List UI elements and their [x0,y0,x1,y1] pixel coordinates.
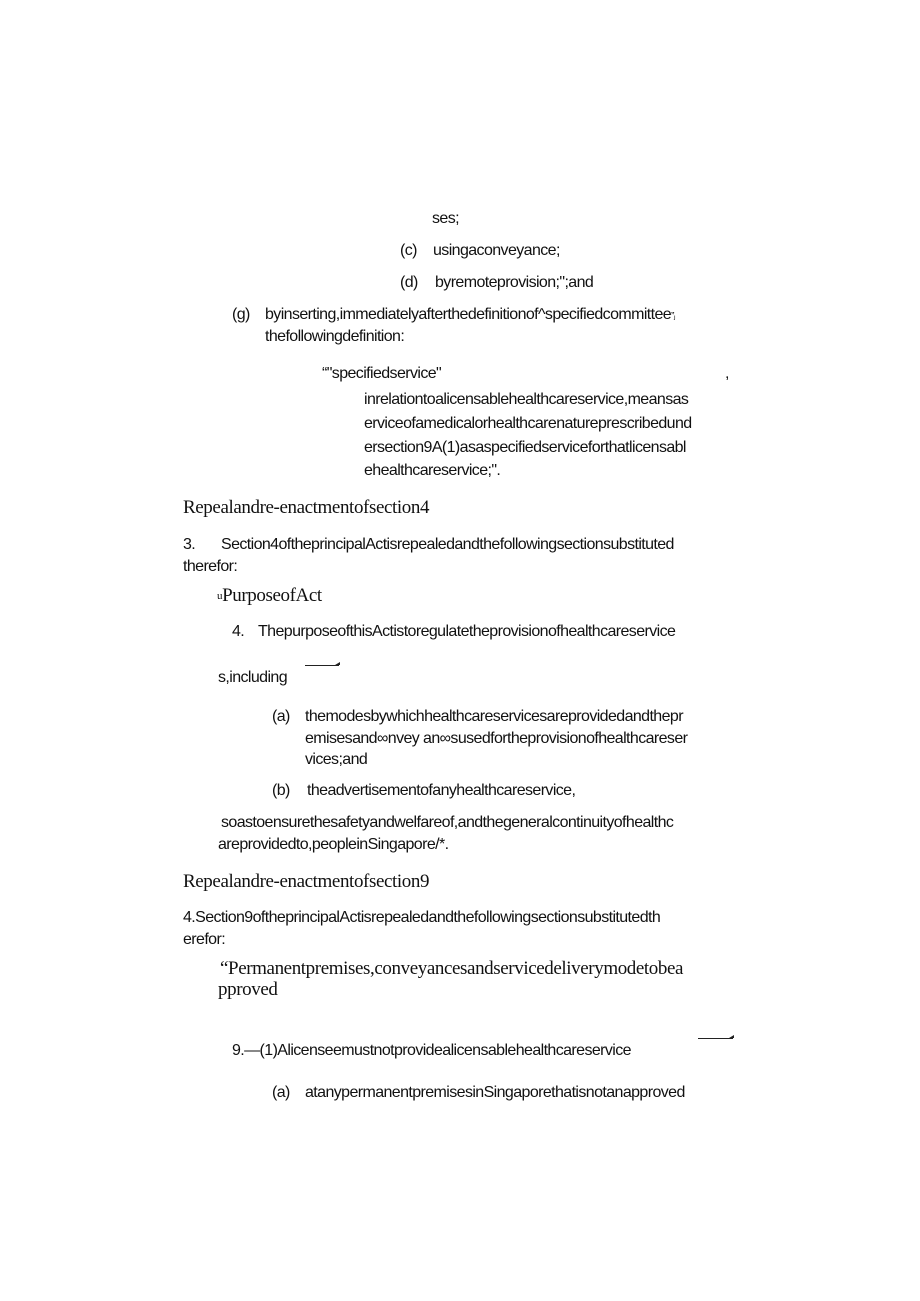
purpose-tail-line: areprovidedto,peopleinSingapore/*. [218,836,449,853]
item-text: themodesbywhichhealthcareservicesareprovidedandthepr [305,708,683,725]
purpose-heading [217,585,322,607]
list-item-c [400,240,560,262]
purpose-paragraph-line2: s,including [218,669,288,686]
definition-line: ersection9A(1)asaspecifiedserviceforthatlicensabl [364,439,686,456]
section-9-title-line2: pproved [218,979,278,1000]
section-9-paragraph: 9.—(1)Alicenseemustnotprovidealicensablehealthcareservice [232,1042,631,1059]
clause-number: 3. [183,536,196,553]
purpose-tail-line: soastoensurethesafetyandwelfareof,andthegeneralcontinuityofhealthc [221,814,674,831]
item-label: (d) [400,274,418,291]
item-text: byremoteprovision;";and [435,274,594,291]
para-number: 4. [232,623,245,640]
item-text: byinserting,immediatelyafterthedefinitionof^specifiedcommittee [265,306,672,323]
item-label: (a) [272,1084,290,1101]
section-9-item-a [272,1082,685,1104]
list-item-b [272,780,575,802]
arrow-mark-icon [305,665,339,666]
section-heading-9: Repealandre-enactmentofsection9 [183,871,430,892]
item-label: (g) [232,306,250,323]
clause-3 [183,534,674,556]
section-heading-4: Repealandre-enactmentofsection4 [183,497,430,518]
para-text: ThepurposeofthisActistoregulatetheprovisionofhealthcareservice [258,623,676,640]
clause-4-line2: erefor: [183,931,226,948]
list-item-a-line: emisesand∞nvey an∞susedfortheprovisionofhealthcareser [305,730,688,747]
definition-term: “"specifiedservice" [322,365,442,382]
item-label: (c) [400,242,417,259]
clause-text: Section4oftheprincipalActisrepealedandthefollowingsectionsubstituted [221,536,674,553]
item-label: (b) [272,782,290,799]
clause-3-line2: therefor: [183,558,238,575]
list-item-a [272,706,683,728]
item-text: atanypermanentpremisesinSingaporethatisnotanapproved [305,1084,685,1101]
arrow-mark-icon [698,1038,733,1039]
list-item-a-line: vices;and [305,751,368,768]
heading-text: PurposeofAct [222,585,322,606]
definition-line: erviceofamedicalorhealthcarenatureprescribedund [364,415,692,432]
stray-mark: u [217,590,223,602]
list-item-g [232,304,675,328]
definition-line: ehealthcareservice;". [364,462,501,479]
list-item-g-line2: thefollowingdefinition: [265,328,405,345]
stray-mark: ”ⱼ [671,311,675,322]
definition-line: inrelationtoalicensablehealthcareservice,meansas [364,391,689,408]
item-label: (a) [272,708,290,725]
section-9-title: “Permanentpremises,conveyancesandservicedeliverymodetobea [220,958,684,979]
definition-comma: , [725,365,729,382]
item-text: theadvertisementofanyhealthcareservice, [307,782,576,799]
continuation-text: ses; [432,210,459,227]
clause-4: 4.Section9oftheprincipalActisrepealedandthefollowingsectionsubstitutedth [183,909,661,926]
item-text: usingaconveyance; [433,242,560,259]
list-item-d [400,272,593,294]
purpose-paragraph [232,621,675,643]
